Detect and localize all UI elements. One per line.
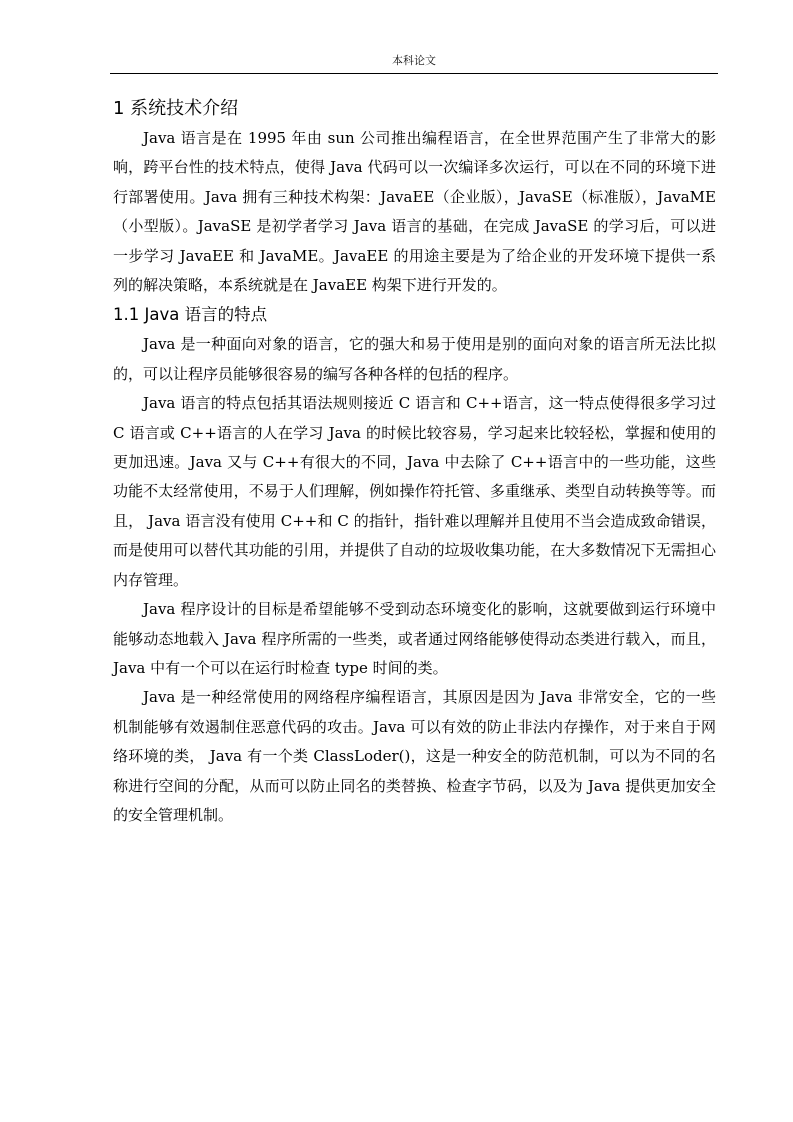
page-header: [110, 54, 718, 74]
section-heading: 1 系统技术介绍: [113, 98, 239, 119]
section-paragraph: Java 语言是在 1995 年由 sun 公司推出编程语言，在全世界范围产生了非常大的影响，跨平台性的技术特点，使得 Java 代码可以一次编译多次运行，可以在不同的环境下进行部署使用。Java 拥有三种技术构架：JavaEE（企业版），JavaSE（标准版），JavaME（小型版）。JavaSE 是初学者学习 Java 语言的基础，在完成 JavaSE 的学习后，可以进一步学习 JavaEE 和 JavaME。JavaEE 的用途主要是为了给企业的开发环境下提供一系列的解决策略，本系统就是在 JavaEE 构架下进行开发的。: [113, 129, 716, 295]
subsection-paragraph-1: Java 是一种面向对象的语言，它的强大和易于使用是别的面向对象的语言所无法比拟的，可以让程序员能够很容易的编写各种各样的包括的程序。: [113, 335, 716, 383]
subsection-paragraph-3: Java 程序设计的目标是希望能够不受到动态环境变化的影响，这就要做到运行环境中能够动态地载入 Java 程序所需的一些类，或者通过网络能够使得动态类进行载入，而且， Java 中有一个可以在运行时检查 type 时间的类。: [113, 600, 716, 677]
header-rule: [110, 73, 718, 74]
header-title: 本科论文: [392, 54, 436, 67]
subsection-heading: 1.1 Java 语言的特点: [113, 305, 268, 325]
subsection-paragraph-4: Java 是一种经常使用的网络程序编程语言，其原因是因为 Java 非常安全，它的一些机制能够有效遏制住恶意代码的攻击。Java 可以有效的防止非法内存操作，对于来自于网络环境的类， Java 有一个类 ClassLoder()，这是一种安全的防范机制，可以为不同的名称进行空间的分配，从而可以防止同名的类替换、检查字节码，以及为 Java 提供更加安全的安全管理机制。: [113, 688, 716, 824]
subsection-paragraph-2: Java 语言的特点包括其语法规则接近 C 语言和 C++语言，这一特点使得很多学习过 C 语言或 C++语言的人在学习 Java 的时候比较容易，学习起来比较轻松，掌握和使用的更加迅速。Java 又与 C++有很大的不同，Java 中去除了 C++语言中的一些功能，这些功能不太经常使用，不易于人们理解，例如操作符托管、多重继承、类型自动转换等等。而且， Java 语言没有使用 C++和 C 的指针，指针难以理解并且使用不当会造成致命错误，而是使用可以替代其功能的引用，并提供了自动的垃圾收集功能，在大多数情况下无需担心内存管理。: [113, 394, 716, 589]
page-body: [113, 94, 716, 830]
